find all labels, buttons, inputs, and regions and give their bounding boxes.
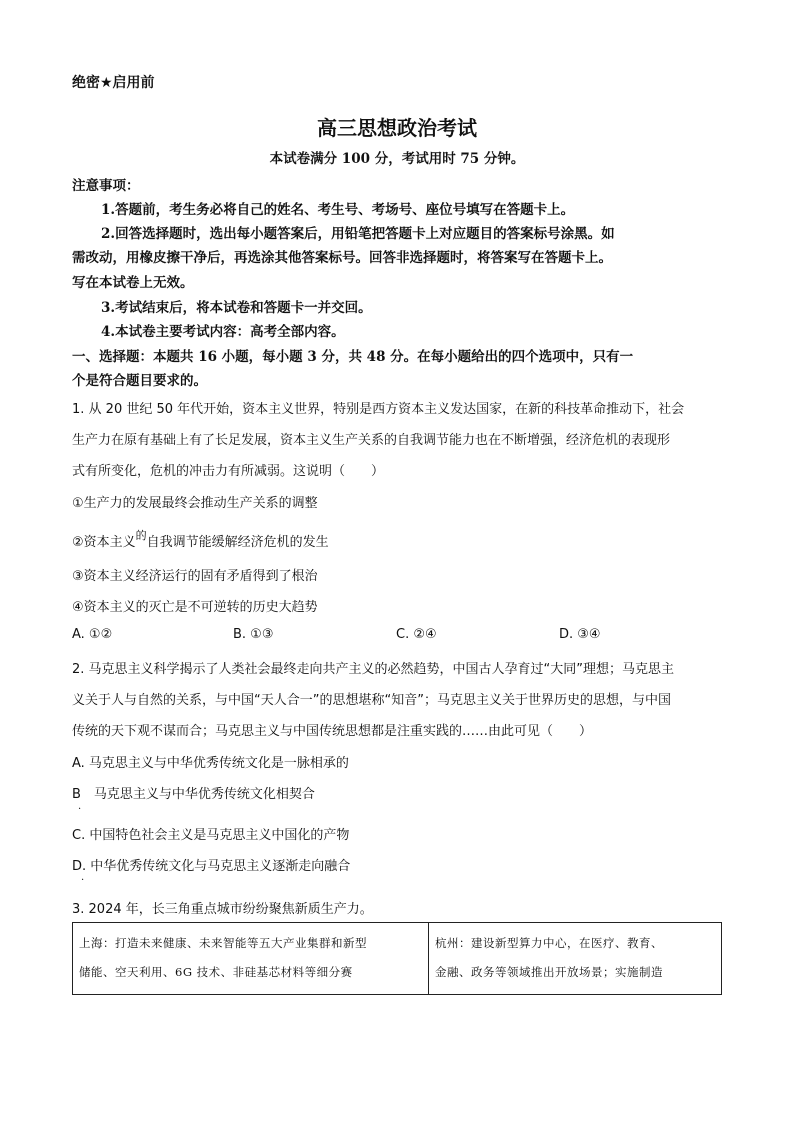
table-cell-shanghai: [73, 923, 429, 994]
question-2-line: 传统的天下观不谋而合；马克思主义与中国传统思想都是注重实践的……由此可见（ ）: [72, 724, 593, 739]
table-cell-hangzhou: [429, 923, 721, 994]
notice-line: 4.本试卷主要考试内容：高考全部内容。: [101, 324, 345, 340]
statement-2: [72, 531, 329, 550]
q1-option-b: B. ①③: [233, 627, 274, 642]
section-heading: 一、选择题：本题共 16 小题，每小题 3 分，共 48 分。在每小题给出的四个选项中，只有一: [72, 349, 634, 365]
section-heading: 个是符合题目要求的。: [72, 373, 207, 389]
notice-line: 需改动，用橡皮擦干净后，再选涂其他答案标号。回答非选择题时，将答案写在答题卡上。: [72, 250, 612, 266]
q2-option-d: D. 中华优秀传统文化与马克思主义逐渐走向融合: [72, 859, 351, 874]
question-3-line: 3. 2024 年，长三角重点城市纷纷聚焦新质生产力。: [72, 902, 373, 917]
q2-option-b-text: 马克思主义与中华优秀传统文化相契合: [93, 787, 315, 802]
q2-option-b-letter: B: [72, 787, 81, 802]
notice-heading: 注意事项：: [72, 178, 140, 194]
table-line: 金融、政务等领域推出开放场景；实施制造: [435, 965, 663, 979]
statement-3: ③资本主义经济运行的固有矛盾得到了根治: [72, 569, 318, 584]
q2-option-b: [72, 783, 315, 802]
notice-line: 3.考试结束后，将本试卷和答题卡一并交回。: [101, 300, 372, 316]
notice-line: 写在本试卷上无效。: [72, 275, 194, 291]
statement-2-part-b: 自我调节能缓解经济危机的发生: [146, 535, 329, 550]
exam-title: 高三思想政治考试: [317, 116, 477, 140]
q1-option-a: A. ①②: [72, 627, 113, 642]
q2-option-a: A. 马克思主义与中华优秀传统文化是一脉相承的: [72, 756, 349, 771]
confidential-mark: 绝密★启用前: [72, 75, 155, 91]
q2-option-c: C. 中国特色社会主义是马克思主义中国化的产物: [72, 828, 350, 843]
statement-4: ④资本主义的灭亡是不可逆转的历史大趋势: [72, 600, 318, 615]
statement-2-part-a: ②资本主义: [72, 535, 136, 550]
statement-1: ①生产力的发展最终会推动生产关系的调整: [72, 496, 318, 511]
question-1-line: 式有所变化，危机的冲击力有所减弱。这说明（ ）: [72, 464, 385, 479]
q3-material-table: [72, 922, 722, 995]
table-line: 杭州：建设新型算力中心，在医疗、教育、: [435, 936, 663, 950]
stray-dot: .: [81, 872, 85, 883]
stray-dot: .: [78, 801, 82, 812]
question-1-line: 1. 从 20 世纪 50 年代开始，资本主义世界，特别是西方资本主义发达国家，在新的科技革命推动下，社会: [72, 402, 685, 417]
statement-2-superscript: 的: [135, 529, 147, 542]
question-2-line: 2. 马克思主义科学揭示了人类社会最终走向共产主义的必然趋势，中国古人孕育过“大同”理想；马克思主: [72, 662, 675, 677]
notice-line: 2.回答选择题时，选出每小题答案后，用铅笔把答题卡上对应题目的答案标号涂黑。如: [101, 226, 615, 242]
question-2-line: 义关于人与自然的关系，与中国“天人合一”的思想堪称“知音”；马克思主义关于世界历史的思想，与中国: [72, 693, 671, 708]
q1-option-c: C. ②④: [396, 627, 437, 642]
q1-option-d: D. ③④: [559, 627, 601, 642]
question-1-line: 生产力在原有基础上有了长足发展，资本主义生产关系的自我调节能力也在不断增强，经济危机的表现形: [72, 433, 671, 448]
table-line: 储能、空天利用、6G 技术、非硅基芯材料等细分赛: [79, 965, 353, 979]
notice-line: 1.答题前，考生务必将自己的姓名、考生号、考场号、座位号填写在答题卡上。: [101, 202, 575, 218]
table-line: 上海：打造未来健康、未来智能等五大产业集群和新型: [79, 936, 367, 950]
exam-subtitle: 本试卷满分 100 分，考试用时 75 分钟。: [269, 151, 525, 167]
